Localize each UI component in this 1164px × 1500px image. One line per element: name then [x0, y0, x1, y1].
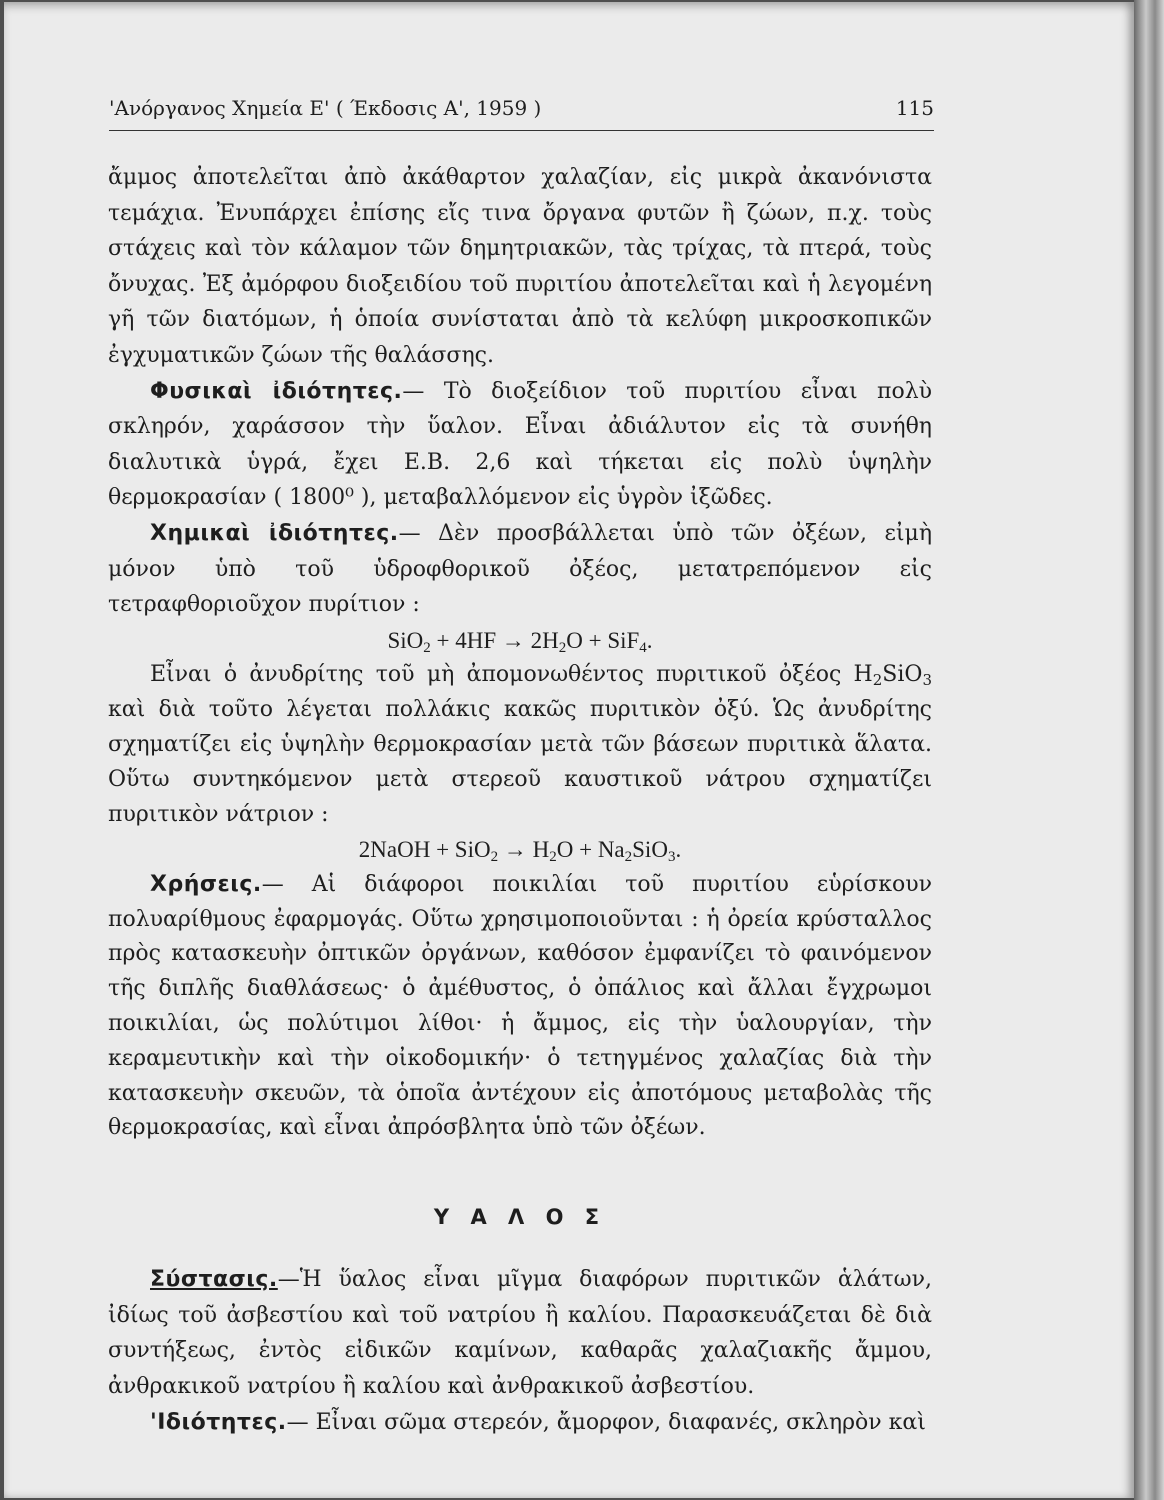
section-heading-glass: Υ Α Λ Ο Σ: [433, 1205, 607, 1230]
term-chemical-properties: Χημικαὶ ἰδιότητες.: [150, 520, 399, 546]
eq1-part: O + SiF: [566, 627, 640, 653]
paragraph-composition: [108, 1262, 932, 1404]
paragraph-properties: [108, 1405, 932, 1441]
anhydride-sub: 2: [872, 671, 883, 690]
anhydride-sub: 3: [922, 671, 932, 690]
uses-text: — Αἱ διάφοροι ποικιλίαι τοῦ πυριτίου εὑρίσκουν πολυαρίθμους ἐφαρμογάς. Οὕτω χρησιμοποιοῦνται : ἡ ὀρεία κρύσταλλος πρὸς κατασκευὴν ὀπτικῶν ὀργάνων, καθόσον ἐμφανίζει τὸ φαινόμενον τῆς διπλῆς διαθλάσεως· ὁ ἀμέθυστος, ὁ ὀπάλιος καὶ ἄλλαι ἔγχρωμοι ποικιλίαι, ὡς πολύτιμοι λίθοι· ἡ ἄμμος, εἰς τὴν ὑαλουργίαν, τὴν κεραμευτικὴν καὶ τὴν οἰκοδομικήν· ὁ τετηγμένος χαλαζίας διὰ τὴν κατασκευὴν σκευῶν, τὰ ὁποῖα ἀντέχουν εἰς ἀποτόμους μεταβολὰς τῆς θερμοκρασίας, καὶ εἶναι ἀπρόσβλητα ὑπὸ τῶν ὀξέων.: [108, 871, 932, 1141]
running-header: [109, 94, 934, 131]
equation-naoh-sio2: [108, 832, 932, 868]
eq1-part: SiO: [387, 627, 424, 653]
anhydride-text: καὶ διὰ τοῦτο λέγεται πολλάκις κακῶς πυριτικὸν ὀξύ. Ὡς ἀνυδρίτης σχηματίζει εἰς ὑψηλὴν θερμοκρασίαν μετὰ τῶν βάσεων πυριτικὰ ἅλατα. Οὕτω συντηκόμενον μετὰ στερεοῦ καυστικοῦ νάτρου σχηματίζει πυριτικὸν νάτριον :: [108, 697, 932, 827]
eq2-part: .: [675, 837, 682, 863]
composition-text: —Ἡ ὕαλος εἶναι μῖγμα διαφόρων πυριτικῶν ἁλάτων, ἰδίως τοῦ ἀσβεστίου καὶ τοῦ νατρίου ἢ καλίου. Παρασκευάζεται δὲ διὰ συντήξεως, ἐντὸς εἰδικῶν καμίνων, καθαρᾶς χαλαζιακῆς ἄμμου, ἀνθρακικοῦ νατρίου ἢ καλίου καὶ ἀνθρακικοῦ ἀσβεστίου.: [108, 1267, 932, 1400]
term-properties: 'Ιδιότητες.: [150, 1409, 287, 1435]
term-uses: Χρήσεις.: [150, 871, 262, 897]
eq2-part: → H: [498, 837, 550, 863]
paragraph-chemical-properties: [108, 516, 932, 623]
header-title: 'Ανόργανος Χημεία Ε' ( Έκδοσις Α', 1959 ): [109, 96, 542, 120]
eq2-sub: 2: [624, 849, 633, 866]
eq2-sub: 2: [549, 849, 557, 866]
term-physical-properties: Φυσικαὶ ἰδιότητες.: [150, 378, 403, 404]
eq1-sub: 2: [558, 639, 567, 656]
term-composition: Σύστασις.: [150, 1267, 278, 1293]
anhydride-text: Εἶναι ὁ ἀνυδρίτης τοῦ μὴ ἀπομονωθέντος πυριτικοῦ ὀξέος H: [150, 662, 873, 688]
paragraph-uses: [108, 868, 932, 1146]
eq2-part: 2NaOH + SiO: [358, 837, 491, 863]
properties-text: — Εἶναι σῶμα στερεόν, ἄμορφον, διαφανές, σκληρὸν καὶ: [286, 1409, 926, 1435]
eq1-part: + 4HF → 2H: [430, 627, 559, 653]
eq2-sub: 3: [667, 849, 676, 866]
eq2-part: SiO: [632, 837, 668, 863]
anhydride-text: SiO: [882, 662, 923, 688]
eq2-sub: 2: [490, 849, 499, 866]
paragraph-anhydride: [108, 658, 932, 832]
paragraph-sand: ἄμμος ἀποτελεῖται ἀπὸ ἀκάθαρτον χαλαζίαν, εἰς μικρὰ ἀκανόνιστα τεμάχια. Ἐνυπάρχει ἐπίσης εἴς τινα ὄργανα φυτῶν ἢ ζώων, π.χ. τοὺς στάχεις καὶ τὸν κάλαμον τῶν δημητριακῶν, τὰς τρίχας, τὰ πτερά, τοὺς ὄνυχας. Ἐξ ἀμόρφου διοξειδίου τοῦ πυριτίου ἀποτελεῖται καὶ ἡ λεγομένη γῆ τῶν διατόμων, ἡ ὁποία συνίσταται ἀπὸ τὰ κελύφη μικροσκοπικῶν ἐγχυματικῶν ζώων τῆς θαλάσσης.: [108, 165, 932, 368]
page-edge-shadow: [1134, 0, 1164, 1500]
page-body: [108, 160, 932, 1440]
chemical-properties-text: — Δὲν προσβάλλεται ὑπὸ τῶν ὀξέων, εἰμὴ μόνον ὑπὸ τοῦ ὑδροφθορικοῦ ὀξέος, μετατρεπόμενον εἰς τετραφθοριοῦχον πυρίτιον :: [108, 520, 933, 618]
page-number: 115: [895, 96, 934, 120]
eq2-part: O + Na: [556, 837, 625, 863]
eq1-sub: 2: [423, 639, 431, 656]
eq1-sub: 4: [639, 639, 647, 656]
eq1-part: .: [646, 627, 653, 653]
equation-sio2-hf: [108, 623, 932, 659]
physical-properties-text: — Τὸ διοξείδιον τοῦ πυριτίου εἶναι πολὺ σκληρόν, χαράσσον τὴν ὕαλον. Εἶναι ἀδιάλυτον εἰς τὰ συνήθη διαλυτικὰ ὑγρά, ἔχει Ε.Β. 2,6 καὶ τήκεται εἰς πολὺ ὑψηλὴν θερμοκρασίαν ( 1800⁰ ), μεταβαλλόμενον εἰς ὑγρὸν ἰξῶδες.: [108, 378, 933, 511]
book-page: [4, 2, 1134, 1498]
paragraph-physical-properties: [108, 374, 932, 516]
